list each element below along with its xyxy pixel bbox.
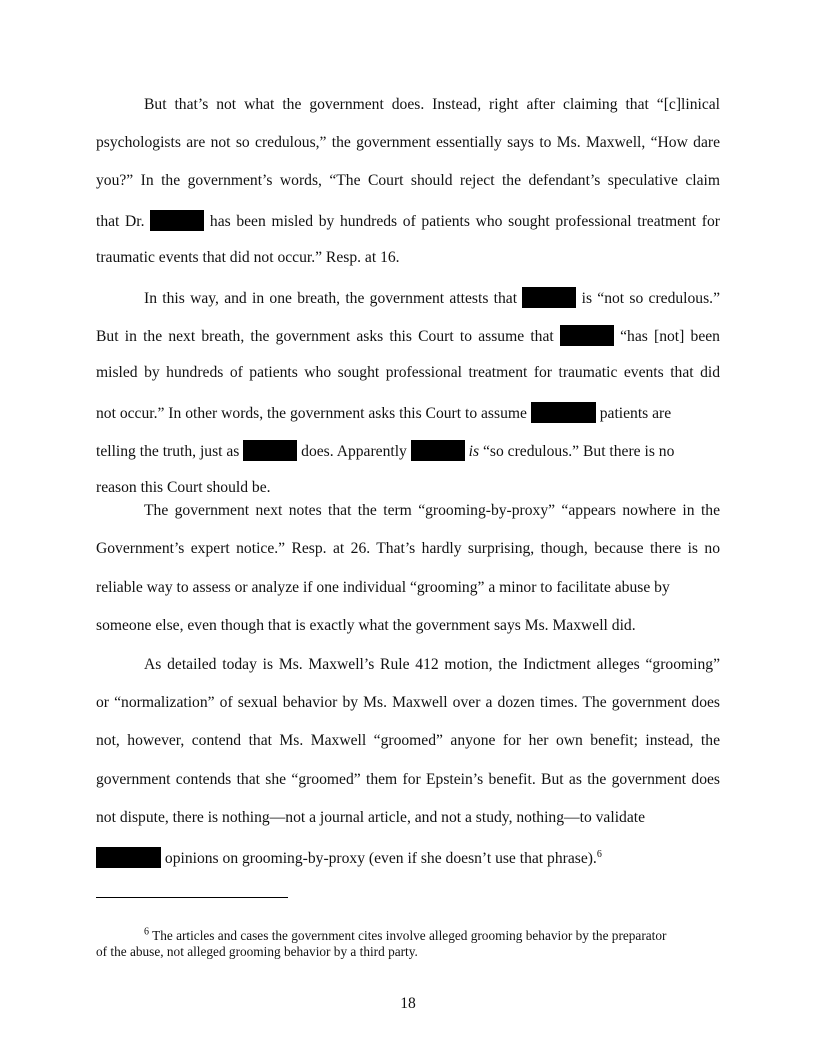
body-line — [144, 287, 720, 307]
text: opinions on grooming-by-proxy (even if she doesn’t use that phrase). — [164, 850, 597, 867]
body-line — [96, 440, 720, 460]
body-line — [96, 731, 720, 751]
redaction-box — [531, 402, 596, 423]
body-line — [96, 478, 720, 498]
body-line — [96, 210, 720, 230]
text: does. Apparently — [301, 443, 407, 460]
redaction-box — [243, 440, 297, 461]
body-line — [144, 501, 720, 521]
body-line — [96, 133, 720, 153]
body-line — [96, 325, 720, 345]
text: or “normalization” of sexual behavior by Ms. Maxwell over a dozen times. The government does — [96, 694, 720, 711]
redaction-box — [522, 287, 576, 308]
text: traumatic events that did not occur.” Resp. at 16. — [96, 249, 400, 266]
text: not occur.” In other words, the government asks this Court to assume — [96, 405, 527, 422]
body-line — [96, 578, 720, 598]
body-line — [144, 655, 720, 675]
text: telling the truth, just as — [96, 443, 240, 460]
text: that Dr. — [96, 213, 145, 230]
redaction-box — [96, 847, 161, 868]
text: misled by hundreds of patients who sought professional treatment for traumatic events that did — [96, 364, 720, 381]
body-line — [144, 95, 720, 115]
italic-text: is — [468, 443, 480, 460]
footnote-number: 6 — [144, 926, 149, 938]
text: someone else, even though that is exactly what the government says Ms. Maxwell did. — [96, 617, 636, 634]
text: psychologists are not so credulous,” the government essentially says to Ms. Maxwell, “How dare — [96, 134, 720, 151]
body-line — [96, 539, 720, 559]
footnote — [96, 928, 720, 944]
page-number: 18 — [400, 995, 416, 1012]
redaction-box — [411, 440, 465, 461]
text: The government next notes that the term “grooming-by-proxy” “appears nowhere in the — [144, 502, 720, 519]
text: reliable way to assess or analyze if one individual “grooming” a minor to facilitate abuse by — [96, 579, 670, 596]
body-line — [96, 808, 720, 828]
text: As detailed today is Ms. Maxwell’s Rule 412 motion, the Indictment alleges “grooming” — [144, 656, 720, 673]
body-line — [96, 847, 720, 867]
text: has been misled by hundreds of patients who sought professional treatment for — [209, 213, 720, 230]
text: In this way, and in one breath, the government attests that — [144, 290, 518, 307]
text: reason this Court should be. — [96, 479, 271, 496]
text: not, however, contend that Ms. Maxwell “groomed” anyone for her own benefit; instead, the — [96, 732, 720, 749]
footnote-line — [96, 944, 720, 960]
text: “has [not] been — [620, 328, 720, 345]
text: government contends that she “groomed” them for Epstein’s benefit. But as the government does — [96, 771, 720, 788]
footnote-text: The articles and cases the government cites involve alleged grooming behavior by the preparator — [152, 928, 667, 943]
body-line — [96, 616, 720, 636]
redaction-box — [150, 210, 204, 231]
body-line — [96, 770, 720, 790]
footnote-reference[interactable]: 6 — [596, 848, 602, 860]
body-line — [96, 248, 720, 268]
footnote-divider — [96, 897, 288, 898]
text: “so credulous.” But there is no — [482, 443, 675, 460]
redaction-box — [560, 325, 614, 346]
text: But that’s not what the government does. Instead, right after claiming that “[c]linical — [144, 96, 720, 113]
text: patients are — [599, 405, 672, 422]
body-line — [96, 363, 720, 383]
body-line — [96, 171, 720, 191]
body-line — [96, 402, 720, 422]
text: not dispute, there is nothing—not a journal article, and not a study, nothing—to validate — [96, 809, 645, 826]
body-line — [96, 693, 720, 713]
text: Government’s expert notice.” Resp. at 26. That’s hardly surprising, though, because there is no — [96, 540, 720, 557]
text: But in the next breath, the government asks this Court to assume that — [96, 328, 554, 345]
text: you?” In the government’s words, “The Court should reject the defendant’s speculative claim — [96, 172, 720, 189]
text: is “not so credulous.” — [581, 290, 720, 307]
footnote-text: of the abuse, not alleged grooming behavior by a third party. — [96, 944, 418, 959]
